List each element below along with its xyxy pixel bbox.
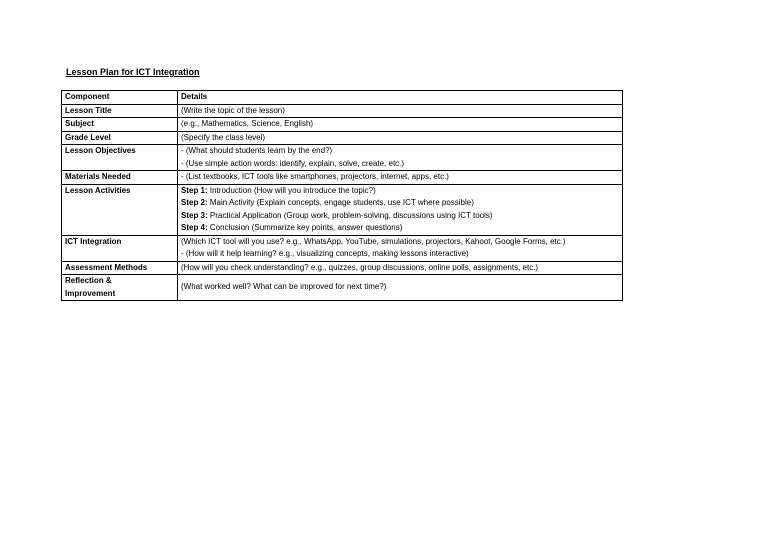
step-line (181, 185, 619, 198)
table-row (62, 184, 623, 235)
details-cell (178, 235, 623, 261)
table-row (62, 118, 623, 132)
component-cell: Materials Needed (62, 171, 178, 185)
details-cell (178, 184, 623, 235)
table-row (62, 235, 623, 261)
component-cell: Lesson Objectives (62, 145, 178, 171)
details-line: - (Use simple action words: identify, explain, solve, create, etc.) (181, 158, 405, 168)
header-component: Component (62, 91, 178, 105)
component-line: Improvement (65, 288, 116, 298)
component-cell: Subject (62, 118, 178, 132)
step-label: Step 1: (181, 185, 208, 195)
details-cell: (e.g., Mathematics, Science, English) (178, 118, 623, 132)
component-cell: Grade Level (62, 131, 178, 145)
document-title: Lesson Plan for ICT Integration (66, 67, 200, 77)
step-text: Conclusion (Summarize key points, answer questions) (207, 223, 403, 232)
table-row (62, 104, 623, 118)
step-label: Step 2: (181, 198, 208, 207)
component-line: Reflection & (65, 276, 112, 285)
step-text: Main Activity (Explain concepts, engage students, use ICT where possible) (207, 198, 474, 207)
table-row (62, 171, 623, 185)
component-cell: Lesson Activities (62, 184, 178, 235)
step-text: Practical Application (Group work, problem-solving, discussions using ICT tools) (207, 210, 493, 220)
step-label: Step 4: (181, 223, 208, 232)
step-text: Introduction (How will you introduce the topic?) (207, 185, 376, 195)
lesson-plan-table (61, 90, 623, 301)
component-cell (62, 275, 178, 301)
component-cell: ICT Integration (62, 235, 178, 261)
table-row (62, 275, 623, 301)
details-cell (178, 145, 623, 171)
component-cell: Assessment Methods (62, 261, 178, 275)
step-line (181, 210, 619, 223)
table-row (62, 261, 623, 275)
component-cell: Lesson Title (62, 104, 178, 118)
step-line (181, 222, 619, 235)
table-row (62, 145, 623, 171)
details-line: - (What should students learn by the end?) (181, 146, 333, 155)
details-cell: (What worked well? What can be improved for next time?) (178, 275, 623, 301)
details-line: (Which ICT tool will you use? e.g., WhatsApp, YouTube, simulations, projectors, Kahoot, Google Forms, etc.) (181, 236, 566, 246)
details-cell: (Specify the class level) (178, 131, 623, 145)
table-row (62, 131, 623, 145)
table-header-row (62, 91, 623, 105)
step-label: Step 3: (181, 210, 208, 220)
details-cell: - (List textbooks, ICT tools like smartphones, projectors, internet, apps, etc.) (178, 171, 623, 185)
header-details: Details (178, 91, 623, 105)
details-cell: (Write the topic of the lesson) (178, 104, 623, 118)
details-cell: (How will you check understanding? e.g., quizzes, group discussions, online polls, assignments, etc.) (178, 261, 623, 275)
step-line (181, 197, 619, 210)
details-line: - (How will it help learning? e.g., visualizing concepts, making lessons interactive) (181, 249, 469, 258)
